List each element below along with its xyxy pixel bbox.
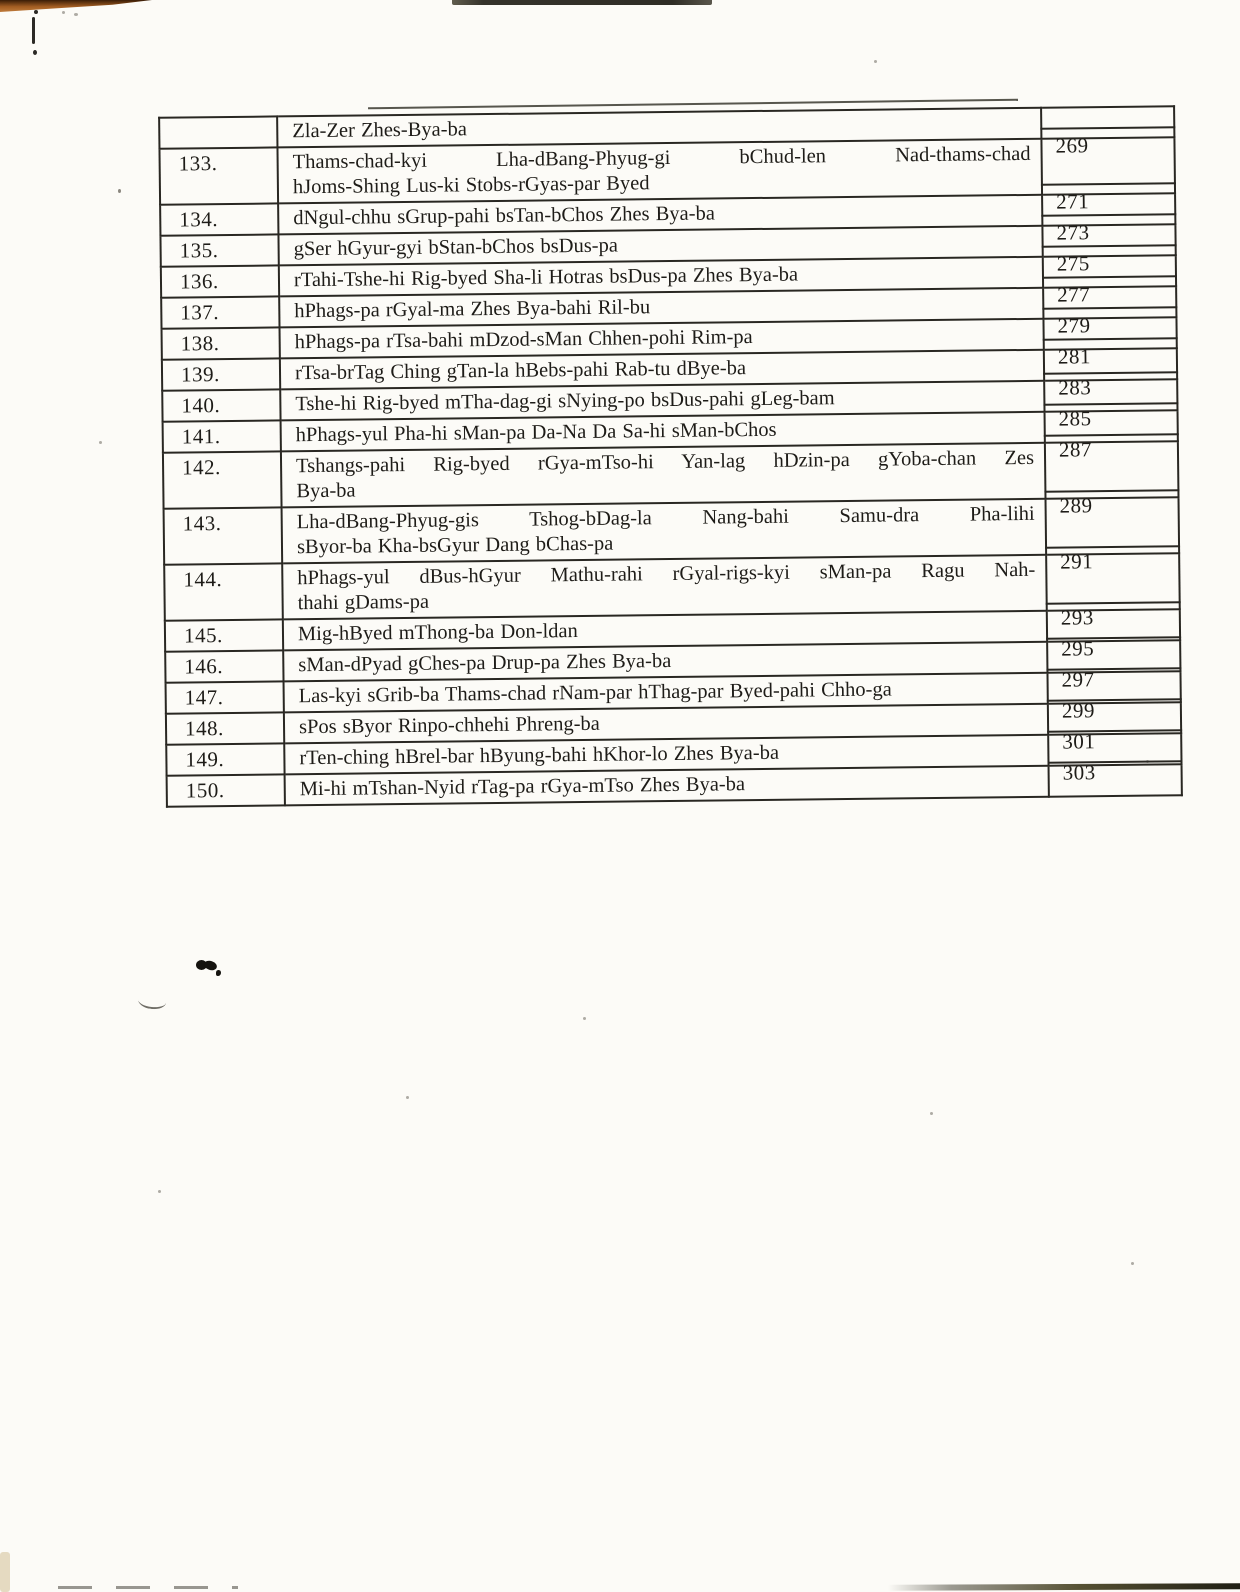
entry-number-cell: 142. — [163, 451, 282, 508]
title-line: sPos sByor Rinpo-chhehi Phreng-ba — [298, 712, 600, 739]
title-line: sMan-dPyad gChes-pa Drup-pa Zhes Bya-ba — [298, 650, 672, 677]
title-cell — [281, 443, 1046, 508]
title-line: hPhags-pa rGyal-ma Zhes Bya-bahi Ril-bu — [294, 296, 651, 323]
scan-speck — [158, 1190, 161, 1193]
title-line: Lha-dBang-Phyug-gis Tshog-bDag-la Nang-bahi Samu-dra Pha-lihi — [296, 502, 1035, 534]
scan-speck — [74, 13, 78, 16]
title-line: rTen-ching hBrel-bar hByung-bahi hKhor-lo Zhes Bya-ba — [299, 741, 780, 770]
page-number: 299 — [1061, 698, 1096, 723]
entry-number-cell — [159, 116, 277, 148]
pen-squiggle — [138, 997, 167, 1011]
scan-speck — [62, 11, 65, 14]
entry-number-cell: 147. — [166, 681, 284, 713]
title-cell — [277, 139, 1042, 204]
scan-speck — [1131, 1262, 1134, 1265]
entry-number-cell: 146. — [165, 650, 283, 682]
scan-bar-top-edge — [452, 0, 712, 5]
page-number-cell — [1049, 760, 1182, 797]
entry-number-cell: 133. — [159, 147, 278, 204]
page-number-cell — [1041, 133, 1175, 195]
entry-number-cell: 140. — [162, 389, 280, 421]
title-line: Thams-chad-kyi Lha-dBang-Phyug-gi bChud-len Nad-thams-chad — [292, 142, 1031, 174]
entry-number-cell: 134. — [160, 203, 278, 235]
title-line: Mi-hi mTshan-Nyid rTag-pa rGya-mTso Zhes Bya-ba — [299, 773, 746, 801]
entry-number-cell: 145. — [165, 619, 283, 651]
ink-dot — [33, 50, 37, 55]
contents-table — [158, 105, 1183, 807]
page-number: 291 — [1060, 549, 1094, 574]
page-number: 297 — [1061, 667, 1095, 692]
title-line: Bya-ba — [296, 479, 356, 503]
page-number: 277 — [1057, 282, 1091, 307]
page-number: 285 — [1058, 406, 1092, 431]
scan-dashes-bottom — [58, 1586, 238, 1589]
entry-number-cell: 143. — [164, 507, 283, 564]
title-line: rTsa-brTag Ching gTan-la hBebs-pahi Rab-tu dBye-ba — [294, 357, 747, 385]
page-number: 273 — [1056, 220, 1090, 245]
page-number: 287 — [1058, 437, 1093, 462]
title-line: thahi gDams-pa — [297, 590, 430, 615]
scan-speck — [406, 1096, 409, 1099]
entry-number-cell: 138. — [162, 327, 280, 359]
page-number: 271 — [1055, 189, 1090, 214]
title-line: gSer hGyur-gyi bStan-bChos bsDus-pa — [293, 234, 619, 261]
title-line: rTahi-Tshe-hi Rig-byed Sha-li Hotras bsDus-pa Zhes Bya-ba — [293, 263, 799, 292]
title-cell — [282, 555, 1047, 620]
page-number: 279 — [1057, 313, 1091, 338]
entry-number-cell: 144. — [164, 563, 283, 620]
title-line: hJoms-Shing Lus-ki Stobs-rGyas-par Byed — [292, 172, 650, 199]
title-line: hPhags-yul dBus-hGyur Mathu-rahi rGyal-rigs-kyi sMan-pa Ragu Nah- — [297, 558, 1036, 590]
title-line: sByor-ba Kha-bsGyur Dang bChas-pa — [296, 532, 614, 559]
ink-dash-vertical — [32, 17, 35, 44]
ink-blot — [196, 957, 226, 979]
entry-number-cell: 137. — [161, 296, 279, 328]
scan-speck — [583, 1017, 586, 1020]
page-number: 283 — [1058, 375, 1092, 400]
entry-number-cell: 141. — [163, 420, 281, 452]
page-number: 269 — [1055, 133, 1089, 158]
title-cell — [282, 499, 1047, 564]
scan-speck — [930, 1112, 933, 1115]
title-line: dNgul-chhu sGrup-pahi bsTan-bChos Zhes Bya-ba — [293, 202, 715, 230]
ink-dot — [34, 10, 38, 14]
title-line: hPhags-yul Pha-hi sMan-pa Da-Na Da Sa-hi sMan-bChos — [295, 418, 777, 447]
scan-bar-bottom-edge — [888, 1583, 1240, 1591]
title-line: Zla-Zer Zhes-Bya-ba — [292, 118, 467, 143]
entry-number-cell: 150. — [167, 774, 285, 806]
entry-number-cell: 139. — [162, 358, 280, 390]
entry-number-cell: 149. — [166, 743, 284, 775]
scan-speck — [118, 189, 121, 193]
scan-speck — [99, 441, 102, 444]
contents-table-body — [159, 106, 1182, 806]
page-number: 281 — [1057, 344, 1092, 369]
title-line: Tshangs-pahi Rig-byed rGya-mTso-hi Yan-lag hDzin-pa gYoba-chan Zes — [295, 446, 1035, 478]
title-line: hPhags-pa rTsa-bahi mDzod-sMan Chhen-pohi Rim-pa — [294, 326, 753, 354]
title-line: Mig-hByed mThong-ba Don-ldan — [297, 620, 578, 646]
entry-number-cell: 148. — [166, 712, 284, 744]
title-line: Tshe-hi Rig-byed mTha-dag-gi sNying-po bsDus-pahi gLeg-bam — [295, 387, 835, 416]
scan-speck — [874, 60, 877, 63]
page-number: 301 — [1062, 729, 1096, 754]
page-number: 293 — [1060, 605, 1094, 630]
page-number: 289 — [1059, 493, 1093, 518]
scan-smudge-top-left — [0, 0, 152, 12]
page-number: 275 — [1056, 251, 1090, 276]
scan-smudge-bottom-left — [0, 1552, 10, 1592]
page-number: 295 — [1061, 636, 1095, 661]
page-number: 303 — [1062, 760, 1096, 785]
title-line: Las-kyi sGrib-ba Thams-chad rNam-par hThag-par Byed-pahi Chho-ga — [298, 678, 892, 708]
entry-number-cell: 135. — [160, 234, 278, 266]
entry-number-cell: 136. — [161, 265, 279, 297]
